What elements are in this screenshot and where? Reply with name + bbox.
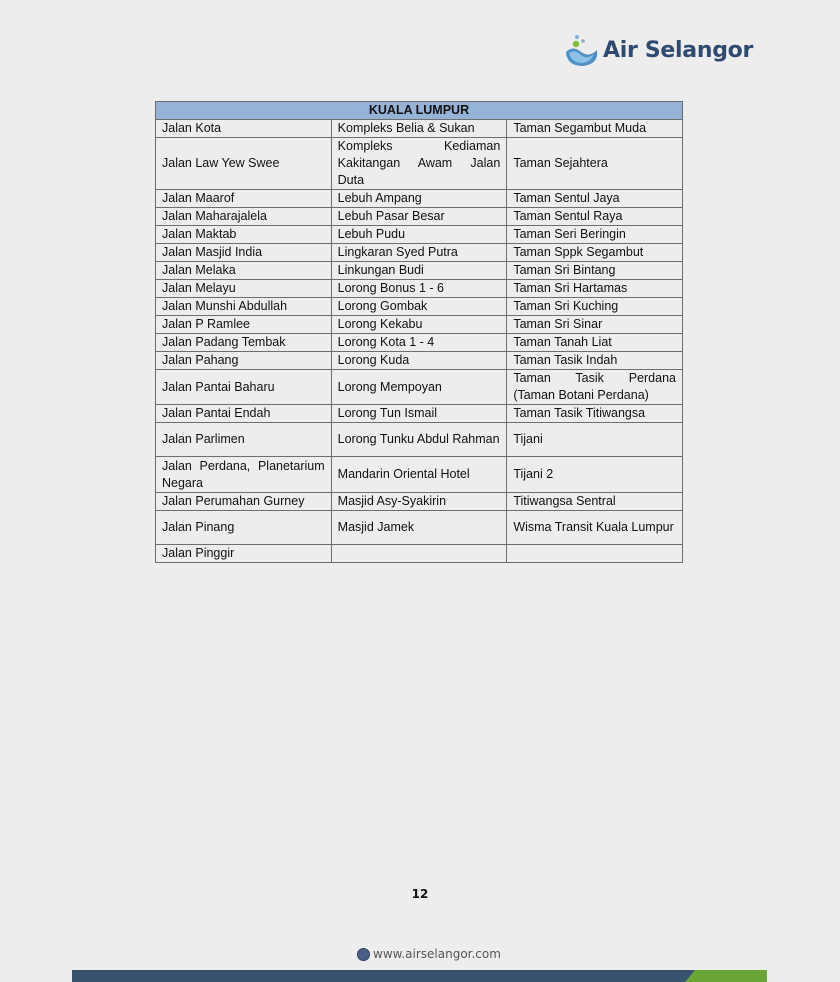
table-cell: Linkungan Budi: [331, 262, 507, 280]
table-cell: Kompleks Kediaman Kakitangan Awam Jalan Duta: [331, 138, 507, 190]
table-cell: Jalan Law Yew Swee: [156, 138, 332, 190]
kuala-lumpur-table: [155, 101, 683, 563]
table-row: [156, 226, 683, 244]
table-cell: Jalan Munshi Abdullah: [156, 298, 332, 316]
table-cell: Jalan Parlimen: [156, 423, 332, 457]
table-row: [156, 370, 683, 405]
table-cell: Taman Tasik Titiwangsa: [507, 405, 683, 423]
table-cell: Jalan Maktab: [156, 226, 332, 244]
table-cell: Lebuh Pudu: [331, 226, 507, 244]
table-cell: Jalan Melaka: [156, 262, 332, 280]
table-cell: Jalan Padang Tembak: [156, 334, 332, 352]
table-cell: Tijani 2: [507, 457, 683, 493]
footer-website: [357, 947, 501, 961]
table-cell: Lorong Kuda: [331, 352, 507, 370]
table-cell: Wisma Transit Kuala Lumpur: [507, 511, 683, 545]
table-cell: Taman Sri Bintang: [507, 262, 683, 280]
table-cell: Masjid Asy-Syakirin: [331, 493, 507, 511]
table-cell: Lorong Gombak: [331, 298, 507, 316]
table-cell: Taman Sentul Jaya: [507, 190, 683, 208]
table-cell: Lebuh Pasar Besar: [331, 208, 507, 226]
table-row: [156, 511, 683, 545]
table-cell: Taman Tanah Liat: [507, 334, 683, 352]
table-cell: Lebuh Ampang: [331, 190, 507, 208]
table-cell: Mandarin Oriental Hotel: [331, 457, 507, 493]
table-cell: Taman Sentul Raya: [507, 208, 683, 226]
table-cell: Jalan Maharajalela: [156, 208, 332, 226]
table-cell: Jalan Masjid India: [156, 244, 332, 262]
page-number: 12: [411, 887, 429, 901]
table-row: [156, 298, 683, 316]
footer-bar-accent: [685, 970, 767, 982]
table-cell: Jalan Pantai Endah: [156, 405, 332, 423]
table-cell: Jalan Pahang: [156, 352, 332, 370]
table-cell: Lorong Mempoyan: [331, 370, 507, 405]
table-row: [156, 405, 683, 423]
table-row: [156, 316, 683, 334]
water-drop-logo-icon: [563, 30, 603, 70]
table-row: [156, 208, 683, 226]
table-cell: Taman Sppk Segambut: [507, 244, 683, 262]
table-row: [156, 545, 683, 563]
table-cell: Lorong Tun Ismail: [331, 405, 507, 423]
table-cell: Jalan Pinggir: [156, 545, 332, 563]
logo-text: Air Selangor: [603, 37, 754, 63]
table-cell: Tijani: [507, 423, 683, 457]
table-row: [156, 244, 683, 262]
table-cell: Jalan Kota: [156, 120, 332, 138]
table-row: [156, 493, 683, 511]
table-cell: Lorong Kekabu: [331, 316, 507, 334]
table-cell: Taman Sri Sinar: [507, 316, 683, 334]
footer-bar: [72, 970, 767, 982]
table-row: [156, 334, 683, 352]
table-cell: Lorong Bonus 1 - 6: [331, 280, 507, 298]
table-cell: Kompleks Belia & Sukan: [331, 120, 507, 138]
table-row: [156, 280, 683, 298]
table-cell: Lingkaran Syed Putra: [331, 244, 507, 262]
table-cell: Taman Tasik Indah: [507, 352, 683, 370]
table-row: [156, 190, 683, 208]
table-row: [156, 262, 683, 280]
table-cell: Jalan Pantai Baharu: [156, 370, 332, 405]
air-selangor-logo: [563, 30, 753, 70]
table-cell: Jalan Perumahan Gurney: [156, 493, 332, 511]
table-row: [156, 138, 683, 190]
table-cell: Jalan Maarof: [156, 190, 332, 208]
table-row: [156, 423, 683, 457]
table-cell: Jalan P Ramlee: [156, 316, 332, 334]
table-cell: Taman Sri Kuching: [507, 298, 683, 316]
table-row: [156, 352, 683, 370]
website-link[interactable]: www.airselangor.com: [373, 947, 501, 961]
table-cell: Lorong Tunku Abdul Rahman: [331, 423, 507, 457]
table-row: [156, 457, 683, 493]
table-cell: Taman Sejahtera: [507, 138, 683, 190]
table-cell: Taman Tasik Perdana (Taman Botani Perdana): [507, 370, 683, 405]
table-cell: Taman Seri Beringin: [507, 226, 683, 244]
table-cell: [331, 545, 507, 563]
table-cell: Jalan Melayu: [156, 280, 332, 298]
table-cell: Lorong Kota 1 - 4: [331, 334, 507, 352]
table-title: KUALA LUMPUR: [156, 102, 683, 120]
table-row: [156, 120, 683, 138]
table-cell: Jalan Pinang: [156, 511, 332, 545]
table-cell: Masjid Jamek: [331, 511, 507, 545]
globe-icon: [357, 948, 370, 961]
table-cell: [507, 545, 683, 563]
table-cell: Taman Sri Hartamas: [507, 280, 683, 298]
table-cell: Titiwangsa Sentral: [507, 493, 683, 511]
table-cell: Taman Segambut Muda: [507, 120, 683, 138]
table-cell: Jalan Perdana, Planetarium Negara: [156, 457, 332, 493]
